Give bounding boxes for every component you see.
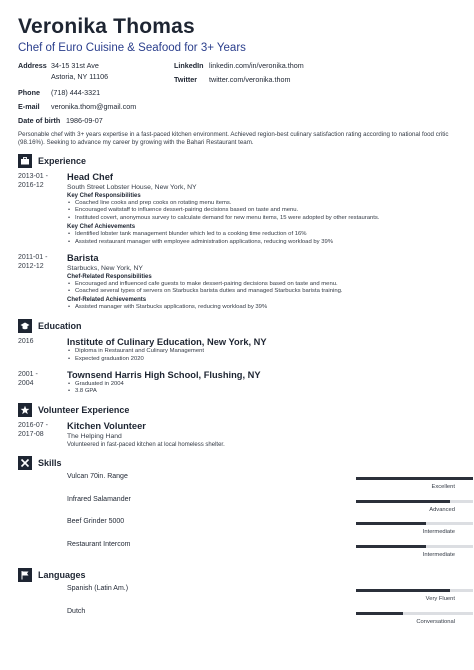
job-employer: Starbucks, New York, NY [67, 264, 143, 272]
language-level-bar [356, 612, 473, 615]
skill-level-bar [356, 545, 473, 548]
skill-level-fill [356, 545, 426, 548]
skill-name: Vulcan 70in. Range [67, 473, 128, 481]
job-employer: South Street Lobster House, New York, NY [67, 183, 197, 191]
skill-level-fill [356, 477, 473, 480]
job-subheading: Chef-Related Achievements [67, 297, 147, 304]
list-item: • Encouraged waitstaff to influence dessert-pairing decisions based on taste and menu. [67, 207, 456, 215]
date-from: 2016-07 - [18, 422, 48, 430]
volunteer-title: Volunteer Experience [38, 405, 130, 416]
twitter-label: Twitter [174, 75, 198, 84]
address-line2: Astoria, NY 11106 [51, 72, 109, 81]
skill-level-fill [356, 500, 450, 503]
list-item: • Encouraged and influenced cafe guests to make dessert-pairing decisions based on taste and menu. [67, 281, 456, 289]
language-level-fill [356, 589, 450, 592]
graduation-cap-icon [18, 319, 32, 333]
candidate-subtitle: Chef of Euro Cuisine & Seafood for 3+ Years [18, 42, 246, 54]
language-name: Spanish (Latin Am.) [67, 585, 129, 593]
skills-list [18, 471, 456, 561]
twitter-value[interactable]: twitter.com/veronika.thom [209, 75, 291, 84]
skill-level-label: Intermediate [422, 529, 455, 536]
experience-title: Experience [38, 155, 87, 166]
skill-row [18, 516, 456, 539]
skill-row [18, 494, 456, 517]
volunteer-entry [18, 421, 456, 449]
summary-text: Personable chef with 3+ years expertise in a fast-paced kitchen environment. Achieved region-best culinary satisfaction rating according to national food critic (98.16%). Seeking to advance my career by growing with the Bahari Restaurant team. [18, 131, 449, 147]
candidate-name: Veronika Thomas [18, 15, 195, 38]
skill-level-bar [356, 522, 473, 525]
skill-name: Restaurant Intercom [67, 540, 131, 548]
dob-value: 1986-09-07 [66, 116, 103, 125]
job-title: Barista [67, 252, 99, 263]
languages-list [18, 583, 456, 628]
experience-entry [18, 172, 456, 247]
language-row [18, 606, 456, 629]
languages-section-header [18, 567, 456, 583]
volunteer-org: The Helping Hand [67, 433, 122, 441]
flag-icon [18, 568, 32, 582]
school-title: Townsend Harris High School, Flushing, NY [67, 369, 261, 380]
language-level-label: Very Fluent [425, 596, 455, 603]
email-value[interactable]: veronika.thom@gmail.com [51, 102, 137, 111]
volunteer-desc: Volunteered in fast-paced kitchen at local homeless shelter. [67, 442, 225, 449]
skill-level-bar [356, 500, 473, 503]
address-line1: 34-15 31st Ave [51, 61, 99, 70]
list-item: • Assisted manager with Starbucks applications, reducing workload by 39% [67, 304, 456, 312]
list-item: • Graduated in 2004 [67, 381, 456, 389]
language-level-fill [356, 612, 403, 615]
language-level-label: Conversational [416, 618, 455, 625]
email-label: E-mail [18, 102, 40, 111]
education-section-header [18, 318, 456, 334]
date-from: 2001 - [18, 370, 38, 378]
job-subheading: Key Chef Responsibilities [67, 192, 141, 199]
language-name: Dutch [67, 607, 86, 615]
skills-section-header [18, 455, 456, 471]
dob-label: Date of birth [18, 116, 61, 125]
date-to: 2004 [18, 379, 34, 387]
job-title: Head Chef [67, 171, 113, 182]
skill-level-fill [356, 522, 426, 525]
list-item: • Expected graduation 2020 [67, 356, 456, 364]
education-title: Education [38, 320, 82, 331]
tools-icon [18, 456, 32, 470]
language-level-bar [356, 589, 473, 592]
skill-row [18, 539, 456, 562]
list-item: • Coached several types of servers on Starbucks barista duties and managed Starbucks barista training. [67, 288, 456, 296]
volunteer-section-header [18, 402, 456, 418]
job-subheading: Chef-Related Responsibilities [67, 273, 152, 280]
school-title: Institute of Culinary Education, New York, NY [67, 336, 267, 347]
date-from: 2013-01 - [18, 172, 48, 180]
skills-title: Skills [38, 458, 62, 469]
language-row [18, 583, 456, 606]
address-label: Address [18, 61, 47, 70]
languages-title: Languages [38, 570, 86, 581]
date-from: 2011-01 - [18, 253, 48, 261]
date-to: 2012-12 [18, 262, 44, 270]
skill-name: Beef Grinder 5000 [67, 518, 125, 526]
date-from: 2016 [18, 337, 34, 345]
skill-level-label: Advanced [429, 506, 455, 513]
phone-value: (718) 444-3321 [51, 88, 101, 97]
list-item: • Coached line cooks and prep cooks on rotating menu items. [67, 200, 456, 208]
list-item: • 3.8 GPA [67, 388, 456, 396]
linkedin-label: LinkedIn [174, 61, 204, 70]
list-item: • Identified lobster tank management blunder which led to a cooking time reduction of 16% [67, 231, 456, 239]
skill-level-label: Intermediate [422, 551, 455, 558]
education-entry [18, 337, 456, 364]
date-to: 2016-12 [18, 181, 44, 189]
linkedin-value[interactable]: linkedin.com/in/veronika.thom [209, 61, 304, 70]
phone-label: Phone [18, 88, 40, 97]
skill-name: Infrared Salamander [67, 495, 131, 503]
briefcase-icon [18, 154, 32, 168]
list-item: • Assisted restaurant manager with employee administration applications, reducing workload by 39% [67, 239, 456, 247]
skill-level-label: Excellent [431, 484, 455, 491]
experience-section-header [18, 153, 456, 169]
job-subheading: Key Chef Achievements [67, 223, 136, 230]
skill-row [18, 471, 456, 494]
contact-block [18, 61, 456, 127]
experience-entry [18, 253, 456, 312]
list-item: • Instituted covert, anonymous survey to calculate demand for new menu items, 15 were adopted by other restaurants. [67, 215, 456, 223]
volunteer-role: Kitchen Volunteer [67, 421, 146, 432]
skill-level-bar [356, 477, 473, 480]
list-item: • Diploma in Restaurant and Culinary Management [67, 348, 456, 356]
date-to: 2017-08 [18, 431, 44, 439]
education-entry [18, 370, 456, 397]
star-icon [18, 403, 32, 417]
